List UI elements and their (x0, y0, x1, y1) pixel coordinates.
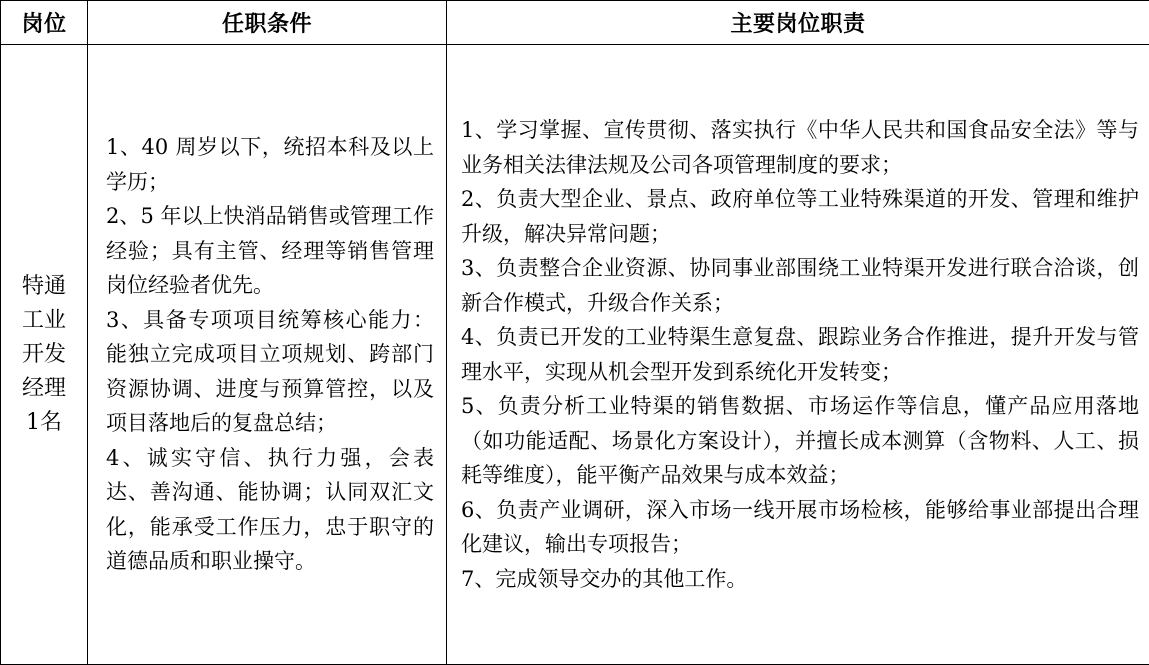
duty-item: 4、负责已开发的工业特渠生意复盘、跟踪业务合作推进，提升开发与管理水平，实现从机会型开发到系统化开发转变； (461, 325, 1139, 384)
duty-item: 7、完成领导交办的其他工作。 (461, 566, 748, 591)
position-name: 特通工业开发经理1名 (21, 273, 66, 435)
requirements-cell (88, 45, 447, 665)
header-requirements: 任职条件 (88, 1, 447, 45)
duty-item: 3、负责整合企业资源、协同事业部围绕工业特渠开发进行联合洽谈，创新合作模式，升级合作关系； (461, 256, 1139, 315)
header-duties: 主要岗位职责 (447, 1, 1149, 45)
requirement-item: 3、具备专项项目统筹核心能力：能独立完成项目立项规划、跨部门资源协调、进度与预算管控，以及项目落地后的复盘总结； (106, 307, 434, 436)
duty-item: 1、学习掌握、宣传贯彻、落实执行《中华人民共和国食品安全法》等与业务相关法律法规及公司各项管理制度的要求； (461, 118, 1139, 177)
header-row (1, 1, 1149, 45)
duty-item: 5、负责分析工业特渠的销售数据、市场运作等信息，懂产品应用落地（如功能适配、场景化方案设计），并擅长成本测算（含物料、人工、损耗等维度），能平衡产品效果与成本效益； (461, 394, 1139, 487)
header-position: 岗位 (1, 1, 88, 45)
table-header (1, 1, 1149, 45)
table-body (1, 45, 1149, 665)
duty-item: 6、负责产业调研，深入市场一线开展市场检核，能够给事业部提出合理化建议，输出专项报告； (461, 497, 1139, 556)
requirement-item: 4、诚实守信、执行力强，会表达、善沟通、能协调；认同双汇文化，能承受工作压力，忠于职守的道德品质和职业操守。 (106, 445, 434, 574)
table-row (1, 45, 1149, 665)
duty-item: 2、负责大型企业、景点、政府单位等工业特殊渠道的开发、管理和维护升级，解决异常问题； (461, 187, 1139, 246)
requirement-item: 2、5 年以上快消品销售或管理工作经验；具有主管、经理等销售管理岗位经验者优先。 (106, 204, 434, 298)
requirement-item: 1、40 周岁以下，统招本科及以上学历； (106, 135, 434, 194)
duties-cell (447, 45, 1149, 665)
position-cell (1, 45, 88, 665)
